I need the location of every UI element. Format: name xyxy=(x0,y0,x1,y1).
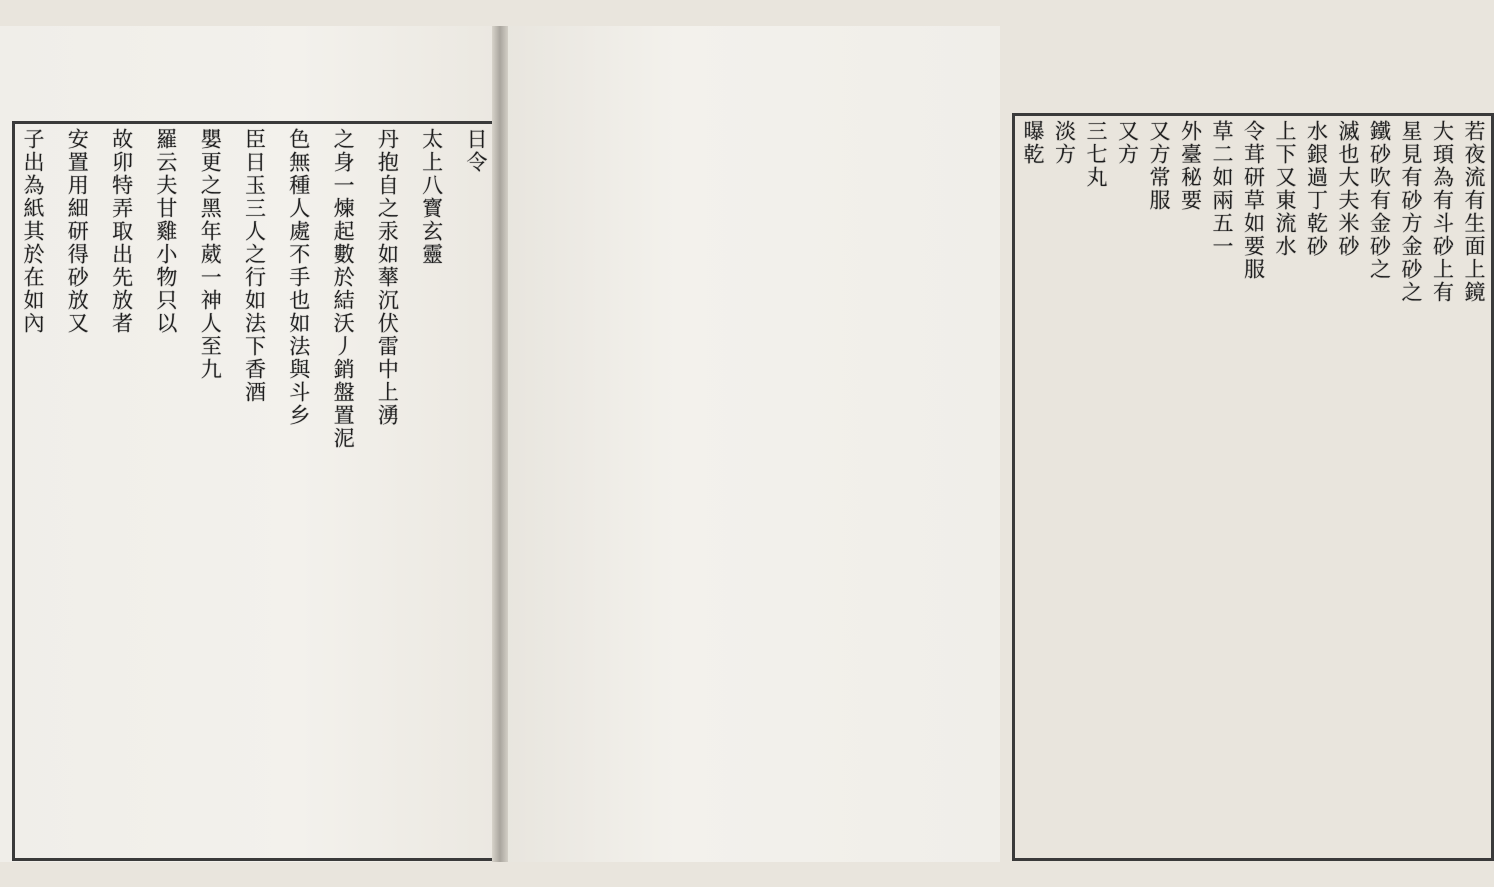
left-page xyxy=(0,26,498,862)
right-page-column: 上下又東流水 xyxy=(1273,120,1297,258)
right-page-column: 外臺秘要 xyxy=(1178,120,1203,212)
left-page-column: 羅云夫甘雞小物只以 xyxy=(153,128,178,335)
left-page-column: 太上八寳玄靈 xyxy=(419,128,444,266)
right-page-column: 若夜流有生面上鏡 xyxy=(1462,120,1486,304)
left-page-column: 嬰更之黑年葳一神人至九 xyxy=(198,128,223,381)
book-spread xyxy=(0,26,1486,862)
right-page-column: 淡方 xyxy=(1052,120,1077,166)
right-page xyxy=(502,26,1486,862)
left-page-column: 子出為紙其於在如內 xyxy=(21,128,45,335)
left-page-column: 日令 xyxy=(463,128,488,174)
right-page-column: 又方 xyxy=(1115,120,1140,166)
right-page-column: 又方常服 xyxy=(1147,120,1171,212)
left-page-column: 故卯特弄取出先放者 xyxy=(109,128,134,335)
left-page-text xyxy=(19,128,489,854)
left-page-column: 安置用細研得砂放又 xyxy=(65,128,90,335)
book-gutter xyxy=(492,26,508,862)
right-page-column: 三七丸 xyxy=(1084,120,1108,189)
right-page-column: 星見有砂方金砂之 xyxy=(1399,120,1423,304)
left-page-column: 丹抱自之汞如蕐沉伏雷中上湧 xyxy=(375,128,400,427)
left-page-column: 臣日玉三人之行如法下香酒 xyxy=(242,128,267,404)
right-page-column: 水銀過丁乾砂 xyxy=(1304,120,1329,258)
right-page-column: 草二如兩五一 xyxy=(1210,120,1234,258)
right-page-frame xyxy=(1012,113,1494,861)
right-page-column: 令茸研草如要服 xyxy=(1241,120,1266,281)
left-page-column: 色無種人處不手也如法與斗乡 xyxy=(286,128,311,427)
right-page-column: 曝乾 xyxy=(1021,120,1045,166)
right-page-text xyxy=(1019,120,1487,854)
right-page-column: 大頊為有斗砂上有 xyxy=(1430,120,1455,304)
left-page-frame xyxy=(12,121,496,861)
right-page-column: 鐵砂吹有金砂之 xyxy=(1367,120,1392,281)
right-page-column: 滅也大夫米砂 xyxy=(1336,120,1360,258)
left-page-column: 之身一煉起數於結沃丿銷盤置泥 xyxy=(331,128,356,450)
